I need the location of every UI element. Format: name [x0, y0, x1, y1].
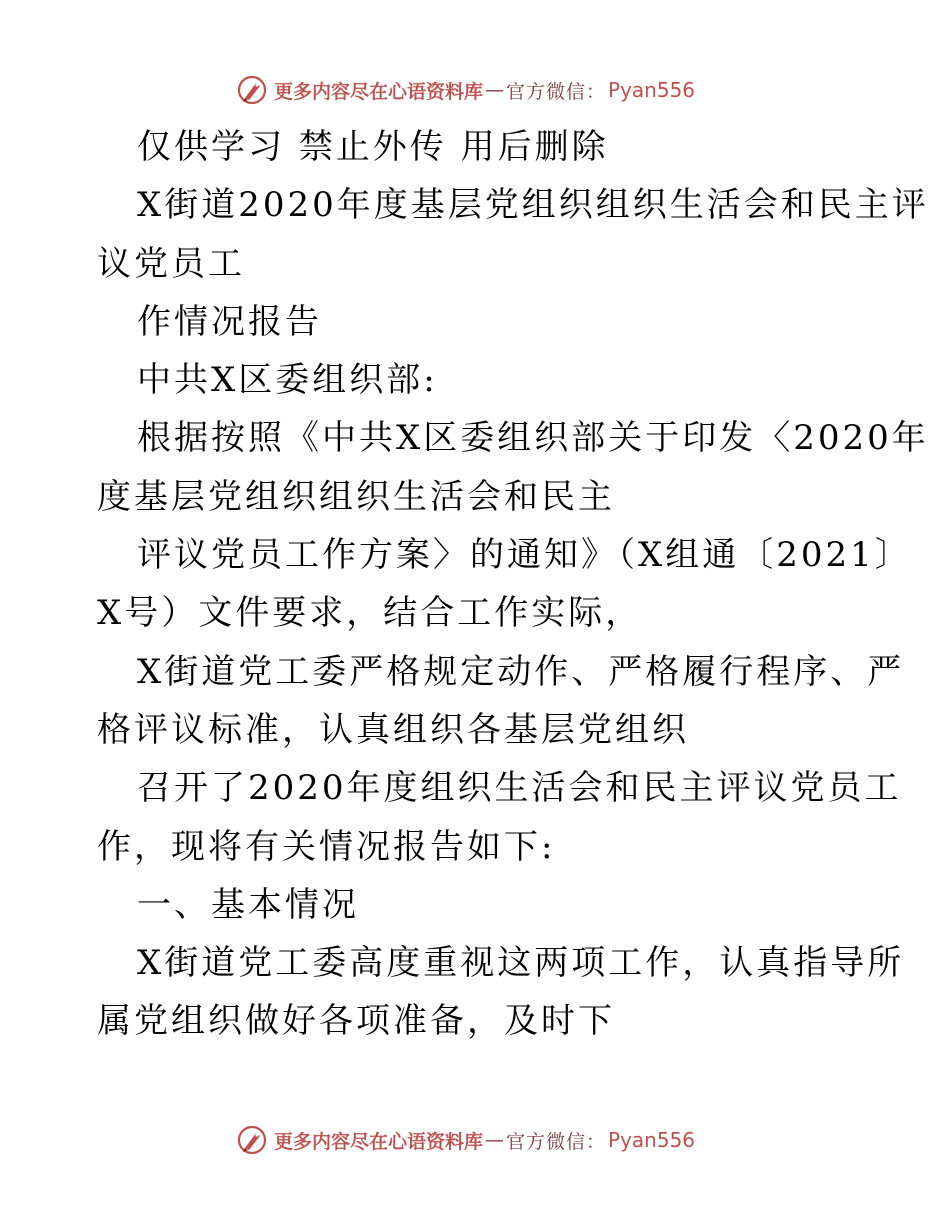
document-line: 度基层党组织组织生活会和民主: [97, 476, 615, 517]
document-line: X号）文件要求，结合工作实际，: [97, 593, 643, 634]
document-line: 中共X区委组织部:: [137, 360, 438, 401]
document-line: X街道党工委严格规定动作、严格履行程序、严: [137, 651, 905, 692]
banner-wechat-id: Pyan556: [608, 1128, 696, 1152]
document-line: 作，现将有关情况报告如下:: [97, 826, 556, 867]
header-banner: [236, 70, 756, 110]
document-line: 作情况报告: [137, 301, 322, 342]
footer-banner: [236, 1120, 756, 1160]
banner-wechat-id: Pyan556: [608, 78, 696, 102]
document-line: 仅供学习 禁止外传 用后删除: [137, 127, 609, 167]
document-line: X街道2020年度基层党组织组织生活会和民主评: [137, 185, 929, 226]
banner-brand: 更多内容尽在心语资料库: [274, 80, 484, 103]
document-line: 格评议标准，认真组织各基层党组织: [97, 709, 689, 750]
document-line: 议党员工: [97, 243, 245, 284]
pen-nib-logo-icon: [236, 74, 268, 106]
banner-brand: 更多内容尽在心语资料库: [274, 1130, 484, 1153]
section-heading: 一、基本情况: [137, 884, 359, 925]
banner-wechat-label: 官方微信：: [506, 1130, 607, 1153]
document-body: [97, 118, 929, 1051]
document-line: 属党组织做好各项准备，及时下: [97, 1001, 615, 1042]
document-line: X街道党工委高度重视这两项工作，认真指导所: [137, 943, 905, 984]
document-line: 召开了2020年度组织生活会和民主评议党员工: [137, 768, 902, 809]
pen-nib-logo-icon: [236, 1124, 268, 1156]
document-line: 评议党员工作方案〉的通知》（X组通〔2021〕: [137, 535, 912, 576]
banner-wechat-label: 官方微信：: [506, 80, 607, 103]
banner-separator: —: [485, 1129, 505, 1151]
banner-separator: —: [485, 79, 505, 101]
document-line: 根据按照《中共X区委组织部关于印发〈2020年: [137, 418, 929, 459]
